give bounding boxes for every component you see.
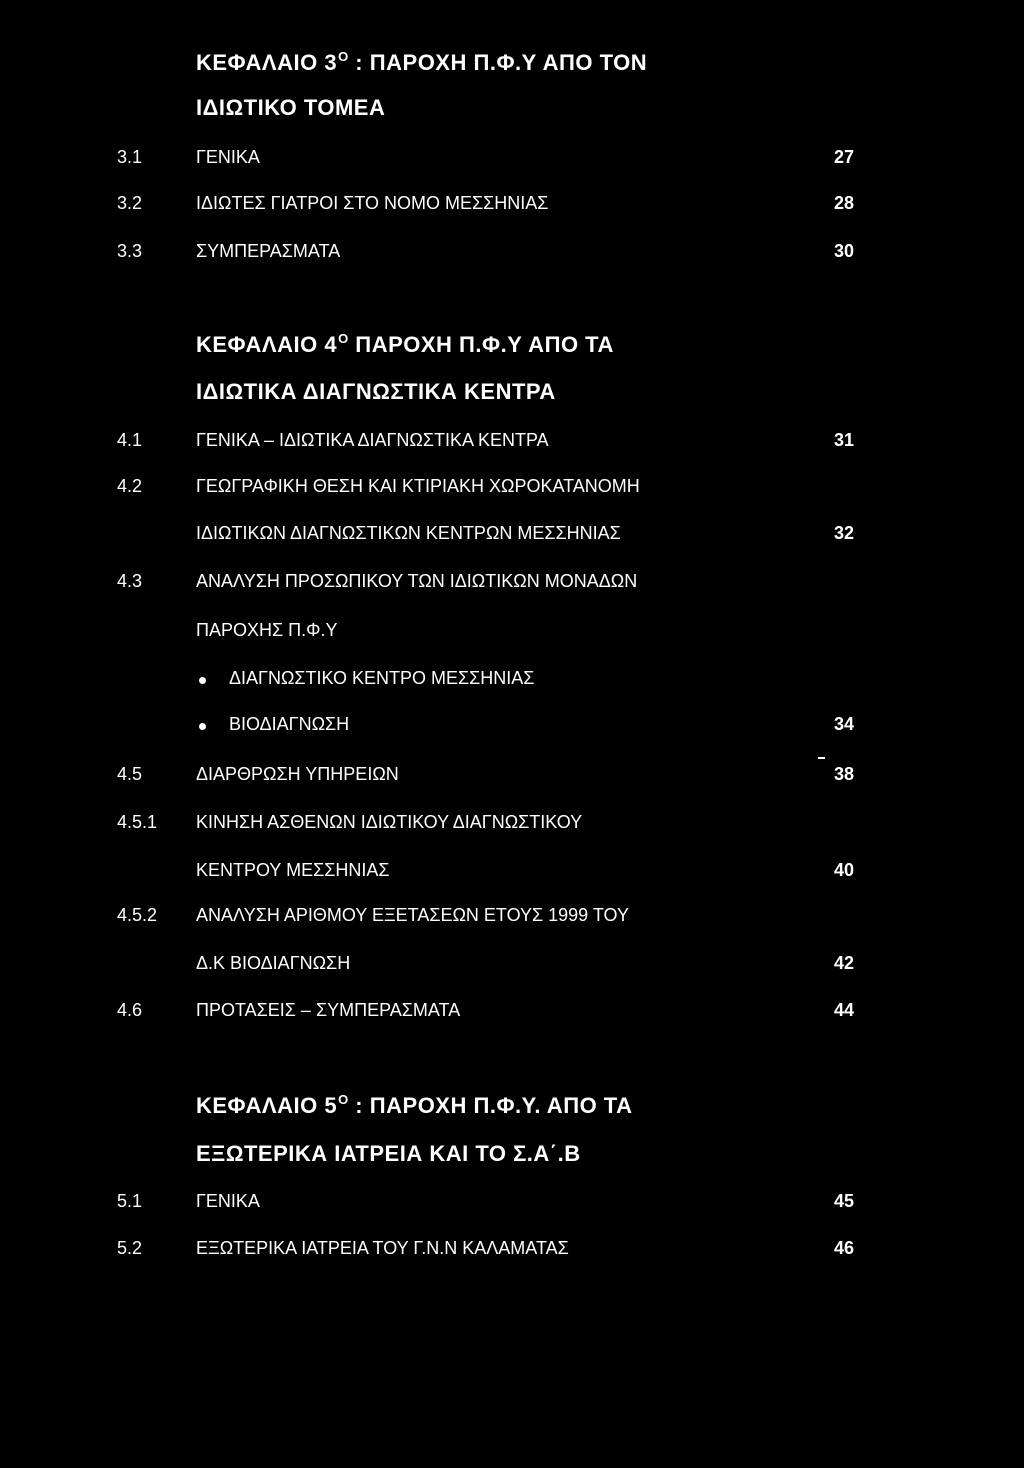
- entry-page: 40: [834, 860, 855, 880]
- toc-entry: [0, 241, 1024, 267]
- toc-entry-continuation: [0, 523, 1024, 549]
- chapter-4-heading-line-2: ΙΔΙΩΤΙΚΑ ΔΙΑΓΝΩΣΤΙΚΑ ΚΕΝΤΡΑ: [196, 379, 556, 404]
- toc-bullet-entry: [0, 668, 1024, 694]
- entry-number: 4.6: [117, 1000, 143, 1020]
- toc-entry: [0, 147, 1024, 173]
- toc-entry: [0, 905, 1024, 931]
- bullet-icon: [199, 723, 206, 730]
- toc-bullet-entry: [0, 714, 1024, 740]
- entry-number: 4.3: [117, 571, 143, 591]
- chapter-5-title-rest: : ΠΑΡΟΧΗ Π.Φ.Υ. ΑΠΟ ΤΑ: [348, 1093, 633, 1118]
- entry-page: 38: [834, 764, 855, 784]
- entry-title: ΚΙΝΗΣΗ ΑΣΘΕΝΩΝ ΙΔΙΩΤΙΚΟΥ ΔΙΑΓΝΩΣΤΙΚΟΥ: [196, 812, 583, 832]
- chapter-5-heading-line-2: ΕΞΩΤΕΡΙΚΑ ΙΑΤΡΕΙΑ ΚΑΙ ΤΟ Σ.Α΄.Β: [196, 1141, 581, 1166]
- entry-title: ΙΔΙΩΤΙΚΩΝ ΔΙΑΓΝΩΣΤΙΚΩΝ ΚΕΝΤΡΩΝ ΜΕΣΣΗΝΙΑΣ: [196, 523, 621, 543]
- entry-page: 32: [834, 523, 855, 543]
- entry-number: 3.2: [117, 193, 143, 213]
- chapter-5-ordinal: O: [338, 1092, 349, 1107]
- chapter-3-ordinal: O: [338, 49, 349, 64]
- entry-page: 27: [834, 147, 855, 167]
- entry-title: ΠΑΡΟΧΗΣ Π.Φ.Υ: [196, 620, 338, 640]
- entry-page: 46: [834, 1238, 855, 1258]
- entry-title: ΓΕΝΙΚΑ – ΙΔΙΩΤΙΚΑ ΔΙΑΓΝΩΣΤΙΚΑ ΚΕΝΤΡΑ: [196, 430, 549, 450]
- chapter-3-title: ΚΕΦΑΛΑΙΟ 3: [196, 50, 338, 75]
- entry-title: Δ.Κ ΒΙΟΔΙΑΓΝΩΣΗ: [196, 953, 351, 973]
- chapter-4-title-rest: ΠΑΡΟΧΗ Π.Φ.Υ ΑΠΟ ΤΑ: [348, 332, 614, 357]
- entry-title: ΚΕΝΤΡΟΥ ΜΕΣΣΗΝΙΑΣ: [196, 860, 390, 880]
- toc-entry: [0, 1000, 1024, 1026]
- chapter-3-title-rest: : ΠΑΡΟΧΗ Π.Φ.Υ ΑΠΟ ΤΟΝ: [348, 50, 648, 75]
- entry-title: ΠΡΟΤΑΣΕΙΣ – ΣΥΜΠΕΡΑΣΜΑΤΑ: [196, 1000, 461, 1020]
- entry-number: 3.3: [117, 241, 143, 261]
- toc-entry: [0, 1238, 1024, 1264]
- chapter-4-title: ΚΕΦΑΛΑΙΟ 4: [196, 332, 338, 357]
- toc-entry: [0, 812, 1024, 838]
- entry-title: ΔΙΑΓΝΩΣΤΙΚΟ ΚΕΝΤΡΟ ΜΕΣΣΗΝΙΑΣ: [229, 668, 535, 688]
- entry-page: 30: [834, 241, 855, 261]
- entry-page: 44: [834, 1000, 855, 1020]
- entry-title: ΒΙΟΔΙΑΓΝΩΣΗ: [229, 714, 350, 734]
- chapter-4-heading-line-1: [196, 331, 614, 358]
- entry-title: ΓΕΝΙΚΑ: [196, 147, 260, 167]
- toc-entry: [0, 476, 1024, 502]
- entry-title: ΔΙΑΡΘΡΩΣΗ ΥΠΗΡΕΙΩΝ: [196, 764, 399, 784]
- entry-number: 4.2: [117, 476, 143, 496]
- toc-entry-continuation: [0, 860, 1024, 886]
- entry-number: 4.5: [117, 764, 143, 784]
- chapter-4-ordinal: O: [338, 331, 349, 346]
- entry-page: 28: [834, 193, 855, 213]
- entry-number: 4.5.2: [117, 905, 158, 925]
- stray-dash-mark: [818, 757, 825, 759]
- entry-number: 5.1: [117, 1191, 143, 1211]
- chapter-3-heading-line-1: [196, 49, 647, 76]
- entry-number: 3.1: [117, 147, 143, 167]
- bullet-icon: [199, 677, 206, 684]
- entry-title: ΕΞΩΤΕΡΙΚΑ ΙΑΤΡΕΙΑ ΤΟΥ Γ.Ν.Ν ΚΑΛΑΜΑΤΑΣ: [196, 1238, 569, 1258]
- entry-number: 5.2: [117, 1238, 143, 1258]
- entry-title: ΓΕΩΓΡΑΦΙΚΗ ΘΕΣΗ ΚΑΙ ΚΤΙΡΙΑΚΗ ΧΩΡΟΚΑΤΑΝΟΜΗ: [196, 476, 640, 496]
- chapter-5-title: ΚΕΦΑΛΑΙΟ 5: [196, 1093, 338, 1118]
- entry-number: 4.1: [117, 430, 143, 450]
- entry-title: ΓΕΝΙΚΑ: [196, 1191, 260, 1211]
- toc-entry-continuation: [0, 620, 1024, 646]
- entry-title: ΑΝΑΛΥΣΗ ΠΡΟΣΩΠΙΚΟΥ ΤΩΝ ΙΔΙΩΤΙΚΩΝ ΜΟΝΑΔΩΝ: [196, 571, 638, 591]
- entry-number: 4.5.1: [117, 812, 158, 832]
- chapter-5-heading-line-1: [196, 1092, 633, 1119]
- entry-title: ΙΔΙΩΤΕΣ ΓΙΑΤΡΟΙ ΣΤΟ ΝΟΜΟ ΜΕΣΣΗΝΙΑΣ: [196, 193, 549, 213]
- toc-entry: [0, 764, 1024, 790]
- toc-entry: [0, 193, 1024, 219]
- toc-entry: [0, 1191, 1024, 1217]
- chapter-3-heading-line-2: ΙΔΙΩΤΙΚΟ ΤΟΜΕΑ: [196, 95, 386, 120]
- entry-page: 42: [834, 953, 855, 973]
- entry-page: 31: [834, 430, 855, 450]
- entry-page: 45: [834, 1191, 855, 1211]
- entry-title: ΑΝΑΛΥΣΗ ΑΡΙΘΜΟΥ ΕΞΕΤΑΣΕΩΝ ΕΤΟΥΣ 1999 ΤΟΥ: [196, 905, 629, 925]
- entry-page: 34: [834, 714, 855, 734]
- toc-entry: [0, 571, 1024, 597]
- toc-entry-continuation: [0, 953, 1024, 979]
- toc-entry: [0, 430, 1024, 456]
- entry-title: ΣΥΜΠΕΡΑΣΜΑΤΑ: [196, 241, 341, 261]
